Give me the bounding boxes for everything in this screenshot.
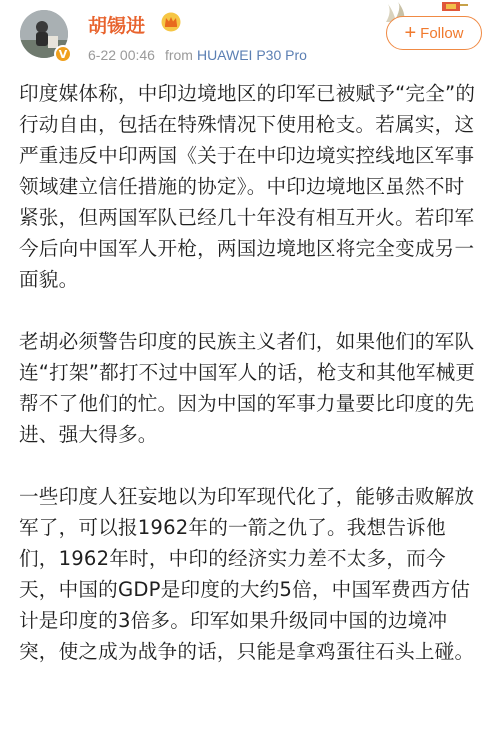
post-timestamp: 6-22 00:46 [88,47,155,63]
post-meta [88,47,307,63]
post-header [0,0,500,72]
from-label: from [164,47,193,63]
post-paragraph: 印度媒体称，中印边境地区的印军已被赋予“完全”的行动自由，包括在特殊情况下使用枪支。若属实，这严重违反中印两国《关于在中印边境实控线地区军事领域建立信任措施的协定》。中印边境地区虽然不时紧张，但两国军队已经几十年没有相互开火。若印军今后向中国军人开枪，两国边境地区将完全变成另一面貌。 [19,82,476,291]
follow-label: Follow [420,24,464,42]
post-paragraph: 一些印度人狂妄地以为印军现代化了，能够击败解放军了，可以报1962年的一箭之仇了。我想告诉他们，1962年时，中印的经济实力差不太多，而今天，中国的GDP是印度的大约5倍，中国军费西方估计是印度的3倍多。印军如果升级同中国的边境冲突，使之成为战争的话，只能是拿鸡蛋往石头上碰。 [19,485,475,663]
crown-icon [160,12,182,32]
plus-icon: + [404,22,417,44]
follow-button[interactable] [386,16,482,50]
verified-badge-icon: V [54,45,72,63]
author-name[interactable]: 胡锡进 [88,15,146,37]
post-device[interactable]: HUAWEI P30 Pro [196,47,307,63]
post-body [19,78,484,667]
post-paragraph: 老胡必须警告印度的民族主义者们，如果他们的军队连“打架”都打不过中国军人的话，枪支和其他军械更帮不了他们的忙。因为中国的军事力量要比印度的先进、强大得多。 [19,330,476,446]
